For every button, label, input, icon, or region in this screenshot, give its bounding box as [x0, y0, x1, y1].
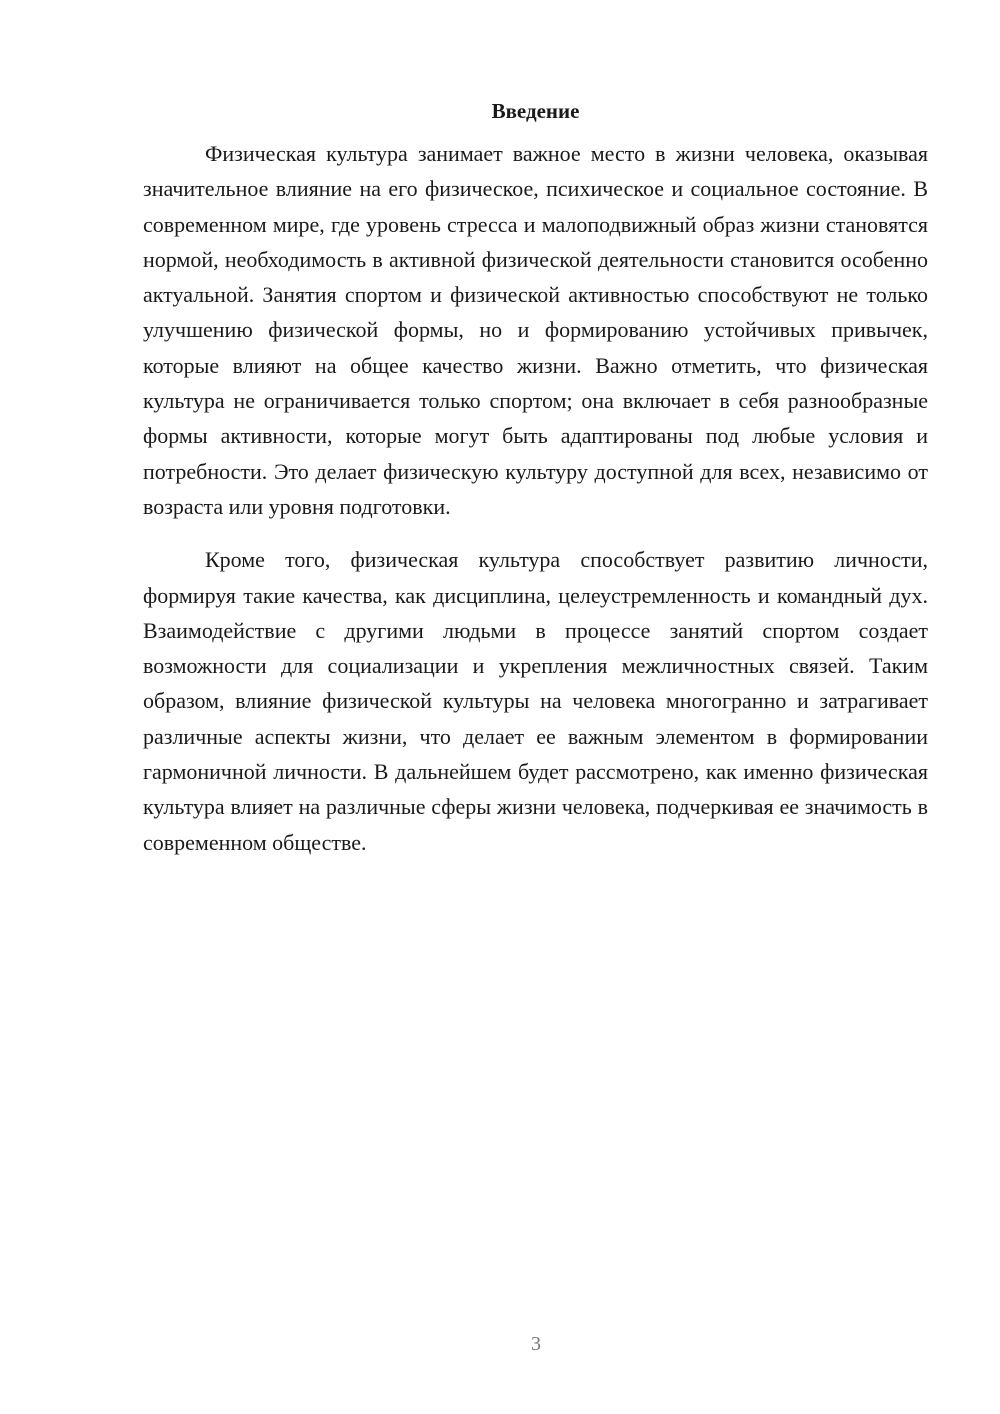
- page-number: 3: [531, 1333, 541, 1355]
- paragraph-2: Кроме того, физическая культура способствует развитию личности, формируя такие качества, как дисциплина, целеустремленность и командный дух. Взаимодействие с другими людьми в процессе занятий спортом создает возможности для социализации и укрепления межличностных связей. Таким образом, влияние физической культуры на человека многогранно и затрагивает различные аспекты жизни, что делает ее важным элементом в формировании гармоничной личности. В дальнейшем будет рассмотрено, как именно физическая культура влияет на различные сферы жизни человека, подчеркивая ее значимость в современном обществе.: [143, 547, 928, 855]
- section-heading: Введение: [491, 99, 580, 123]
- paragraph-1: Физическая культура занимает важное место в жизни человека, оказывая значительное влияние на его физическое, психическое и социальное состояние. В современном мире, где уровень стресса и малоподвижный образ жизни становятся нормой, необходимость в активной физической деятельности становится особенно актуальной. Занятия спортом и физической активностью способствуют не только улучшению физической формы, но и формированию устойчивых привычек, которые влияют на общее качество жизни. Важно отметить, что физическая культура не ограничивается только спортом; она включает в себя разнообразные формы активности, которые могут быть адаптированы под любые условия и потребности. Это делает физическую культуру доступной для всех, независимо от возраста или уровня подготовки.: [143, 141, 928, 519]
- document-body: [143, 96, 928, 860]
